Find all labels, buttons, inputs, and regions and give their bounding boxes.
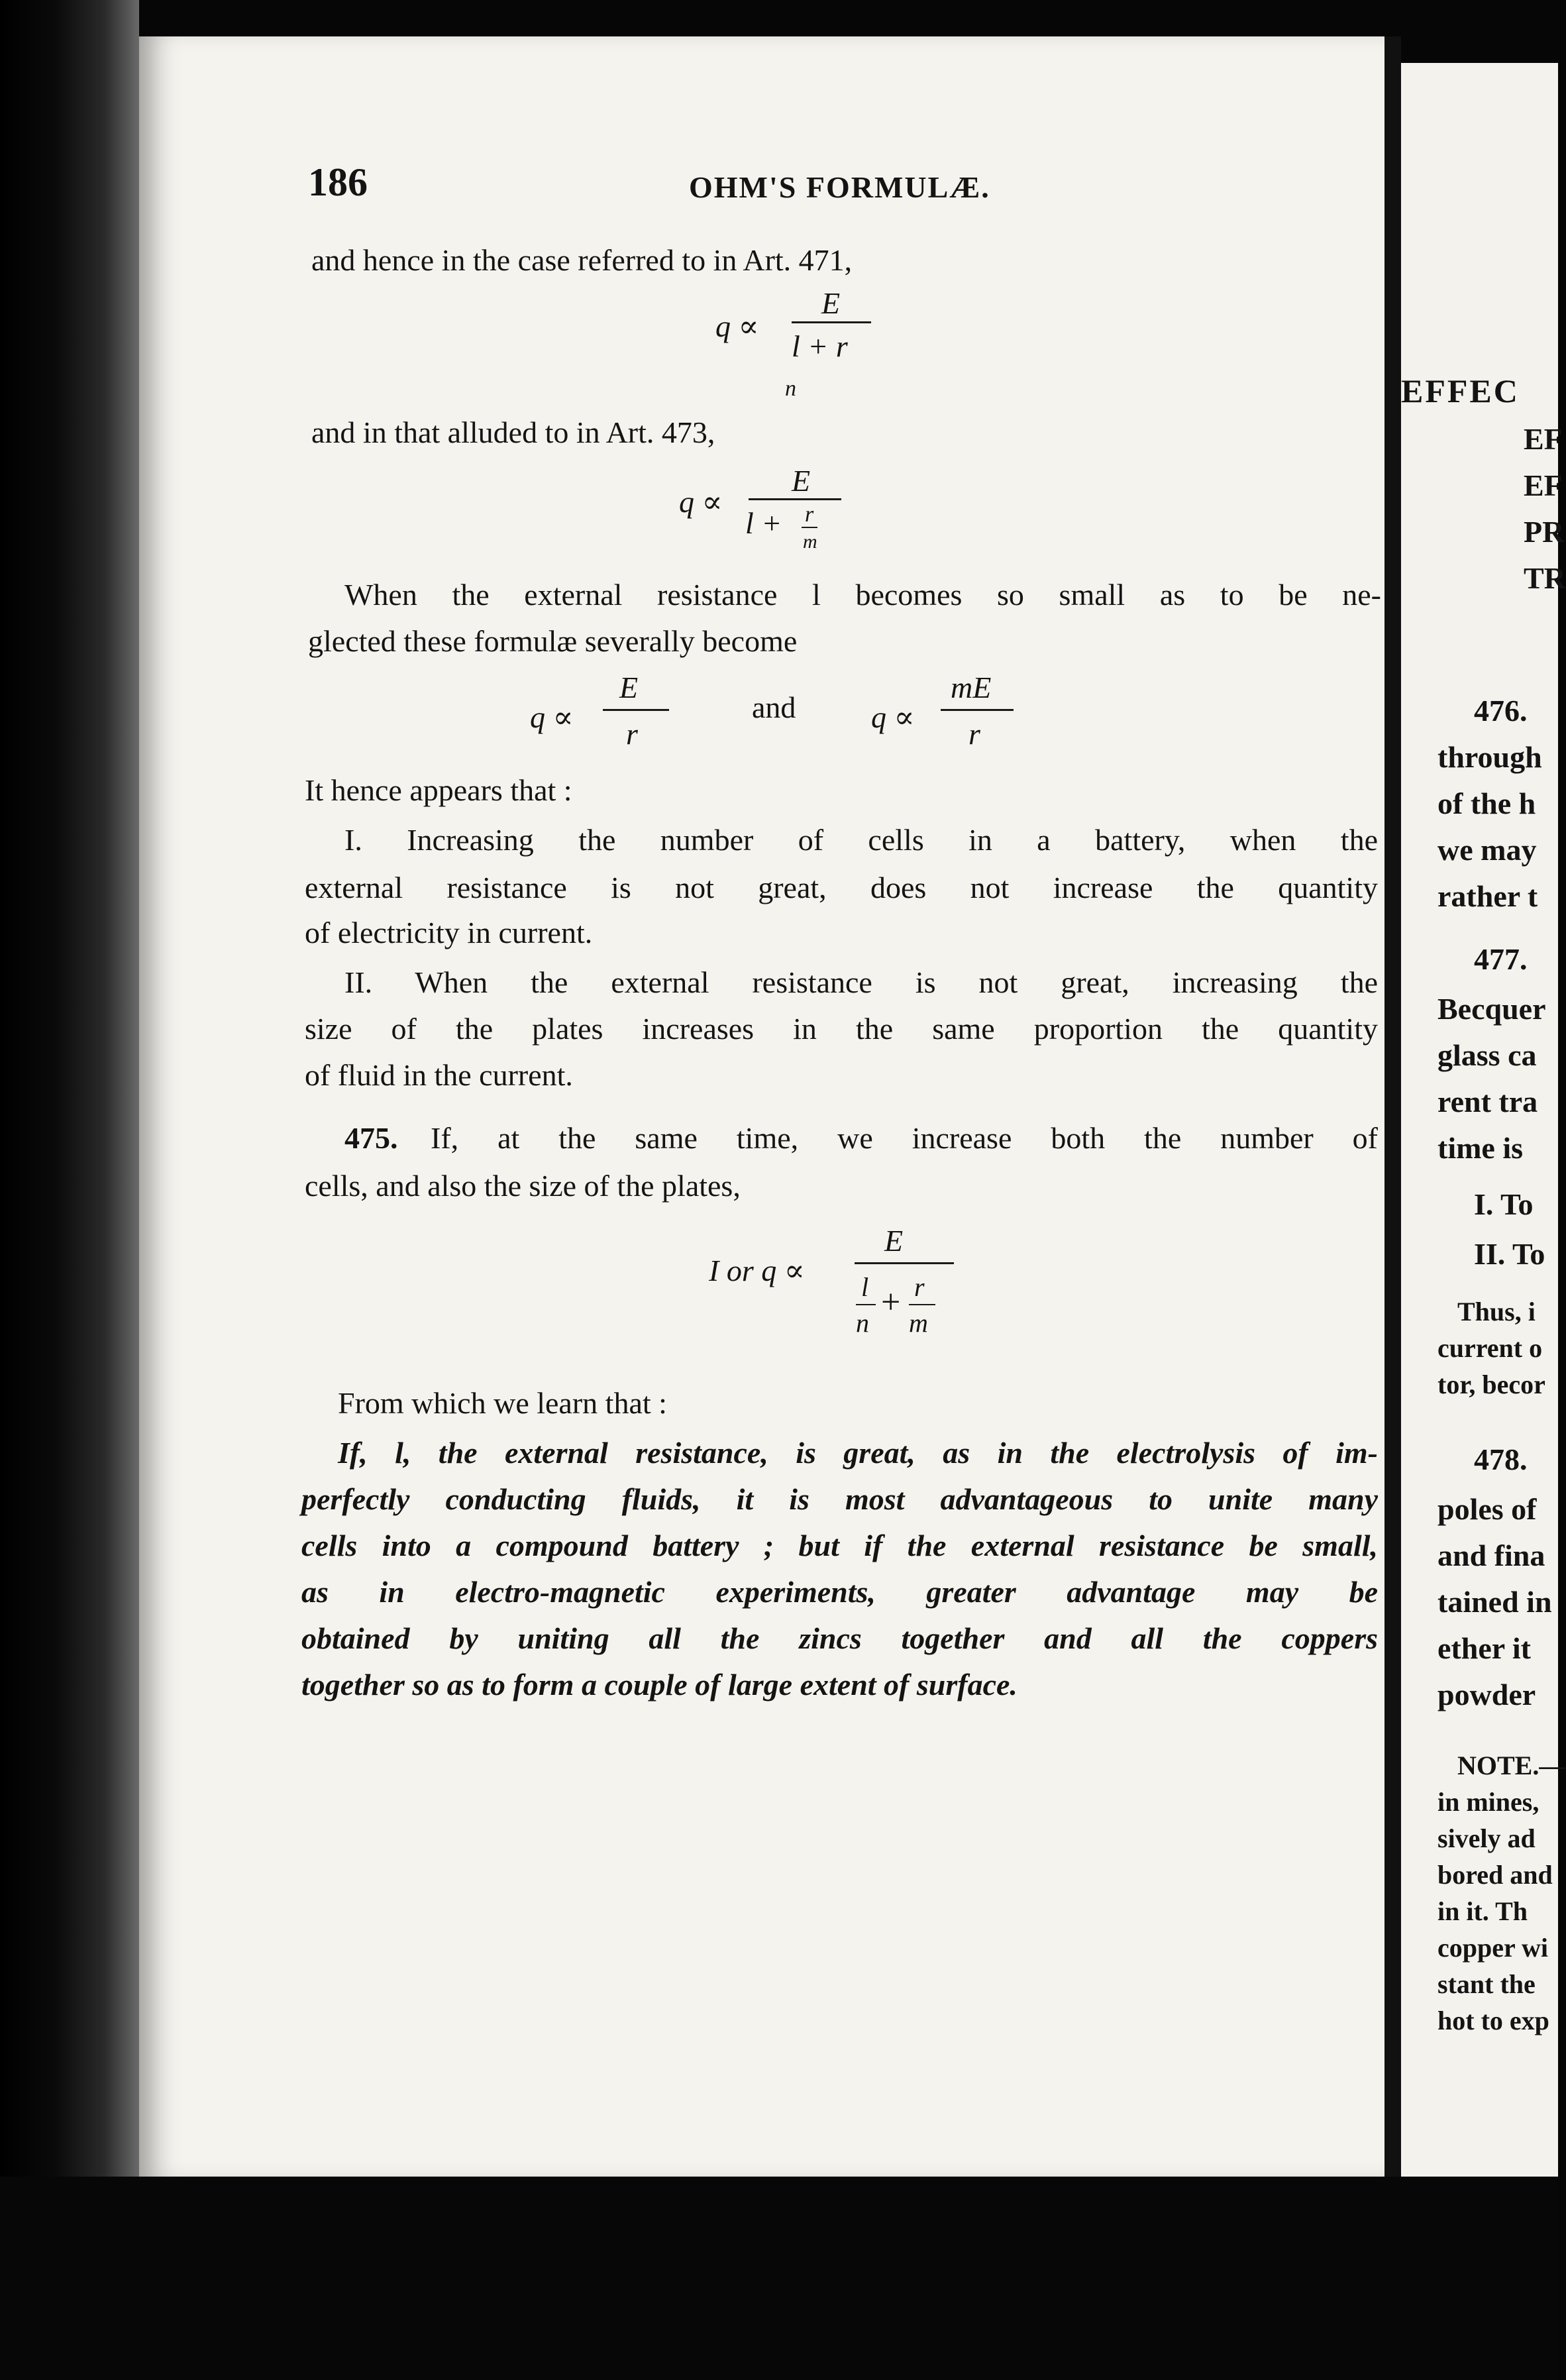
fraction-bar: [855, 1262, 954, 1264]
right-item: EF: [1524, 468, 1563, 502]
text-line: When the external resistance l becomes so small as to be ne-: [344, 578, 1381, 612]
formula-a-den: n: [856, 1308, 869, 1338]
formula-numerator: E: [619, 671, 639, 704]
fraction-bar: [603, 709, 669, 711]
text-line: It hence appears that :: [305, 773, 572, 807]
formula-lhs: q ∝: [530, 700, 574, 734]
article-number: 477.: [1474, 942, 1528, 976]
text-line: If, at the same time, we increase both the number of: [431, 1121, 1378, 1155]
formula-a-num: l: [861, 1272, 869, 1302]
right-small-text: Thus, i: [1457, 1297, 1536, 1326]
running-head: OHM'S FORMULÆ.: [689, 170, 990, 204]
formula-subscript: n: [785, 376, 796, 401]
right-text: Becquer: [1437, 992, 1546, 1026]
italic-line: If, l, the external resistance, is great, as in the electrolysis of im-: [338, 1436, 1378, 1470]
right-page-fragment: [1401, 63, 1566, 2177]
right-text: and fina: [1437, 1539, 1545, 1572]
italic-line: cells into a compound battery ; but if the external resistance be small,: [301, 1529, 1378, 1562]
right-item: TR: [1524, 561, 1566, 595]
right-text: of the h: [1437, 786, 1536, 820]
formula-inner-numerator: r: [805, 502, 814, 527]
note-text: sively ad: [1437, 1823, 1536, 1853]
right-text: powder: [1437, 1678, 1536, 1711]
right-text: poles of: [1437, 1492, 1537, 1526]
inner-fraction-bar: [909, 1304, 935, 1305]
fraction-bar: [749, 498, 841, 500]
italic-line: as in electro-magnetic experiments, greater advantage may be: [301, 1575, 1378, 1609]
text-line: external resistance is not great, does not increase the quantity: [305, 871, 1378, 904]
right-small-text: current o: [1437, 1333, 1543, 1363]
note-text: in mines,: [1437, 1787, 1540, 1817]
formula-lhs: q ∝: [871, 700, 915, 734]
note-text: in it. Th: [1437, 1896, 1528, 1926]
article-number: 478.: [1474, 1442, 1528, 1476]
right-text: ether it: [1437, 1631, 1531, 1665]
formula-b-den: m: [909, 1308, 928, 1338]
note-text: bored and: [1437, 1860, 1553, 1890]
formula-denominator-left: l +: [745, 506, 782, 540]
right-text: rather t: [1437, 879, 1538, 913]
formula-numerator: E: [821, 286, 841, 320]
formula-lhs: q ∝: [715, 309, 759, 343]
formula-denominator: l + r: [792, 329, 848, 363]
formula-denominator: r: [626, 717, 638, 751]
formula-plus: +: [881, 1283, 901, 1321]
text-line: II. When the external resistance is not great, increasing the: [344, 965, 1378, 999]
inner-fraction-bar: [802, 527, 817, 528]
right-text: tained in: [1437, 1585, 1552, 1619]
right-text: glass ca: [1437, 1038, 1537, 1072]
note-text: copper wi: [1437, 1933, 1549, 1963]
note-text: hot to exp: [1437, 2006, 1549, 2035]
formula-numerator: mE: [951, 671, 992, 704]
note-text: NOTE.—: [1457, 1751, 1566, 1780]
scan-background: [0, 2177, 1558, 2380]
right-text: through: [1437, 740, 1542, 774]
book-spine-shadow: [0, 0, 139, 2380]
italic-line: perfectly conducting fluids, it is most advantageous to unite many: [301, 1482, 1378, 1516]
left-page: [139, 36, 1384, 2177]
text-line: and hence in the case referred to in Art. 471,: [311, 243, 853, 277]
fraction-bar: [941, 709, 1014, 711]
right-text: we may: [1437, 833, 1537, 867]
formula-and: and: [752, 690, 796, 724]
text-line: cells, and also the size of the plates,: [305, 1169, 741, 1203]
text-line: of fluid in the current.: [305, 1058, 573, 1092]
page-number: 186: [308, 160, 368, 204]
article-number: 476.: [1474, 694, 1528, 728]
text-line: From which we learn that :: [338, 1386, 667, 1420]
right-item: EF: [1524, 422, 1563, 456]
italic-line: together so as to form a couple of large extent of surface.: [301, 1668, 1018, 1702]
formula-inner-denominator: m: [803, 531, 817, 553]
right-item: PR: [1524, 515, 1565, 549]
right-small-text: tor, becor: [1437, 1370, 1545, 1399]
formula-lhs: I or q ∝: [709, 1254, 805, 1287]
note-text: stant the: [1437, 1969, 1536, 1999]
formula-numerator: E: [792, 464, 811, 498]
italic-line: obtained by uniting all the zincs together and all the coppers: [301, 1621, 1378, 1655]
text-line: size of the plates increases in the same proportion the quantity: [305, 1012, 1378, 1046]
article-number: 475.: [344, 1121, 398, 1155]
fraction-bar: [792, 321, 871, 323]
text-line: of electricity in current.: [305, 916, 593, 949]
right-heading: EFFEC: [1401, 372, 1520, 409]
inner-fraction-bar: [856, 1304, 876, 1305]
formula-denominator: r: [968, 717, 980, 751]
page-gutter: [1384, 36, 1401, 2177]
text-line: glected these formulæ severally become: [308, 624, 798, 658]
text-line: and in that alluded to in Art. 473,: [311, 415, 715, 449]
right-text: II. To: [1474, 1237, 1545, 1271]
text-line: I. Increasing the number of cells in a battery, when the: [344, 823, 1378, 857]
right-text: time is: [1437, 1131, 1524, 1165]
formula-lhs: q ∝: [679, 485, 723, 519]
right-text: I. To: [1474, 1187, 1534, 1221]
right-text: rent tra: [1437, 1085, 1538, 1118]
formula-numerator: E: [884, 1224, 904, 1258]
formula-b-num: r: [914, 1272, 925, 1302]
